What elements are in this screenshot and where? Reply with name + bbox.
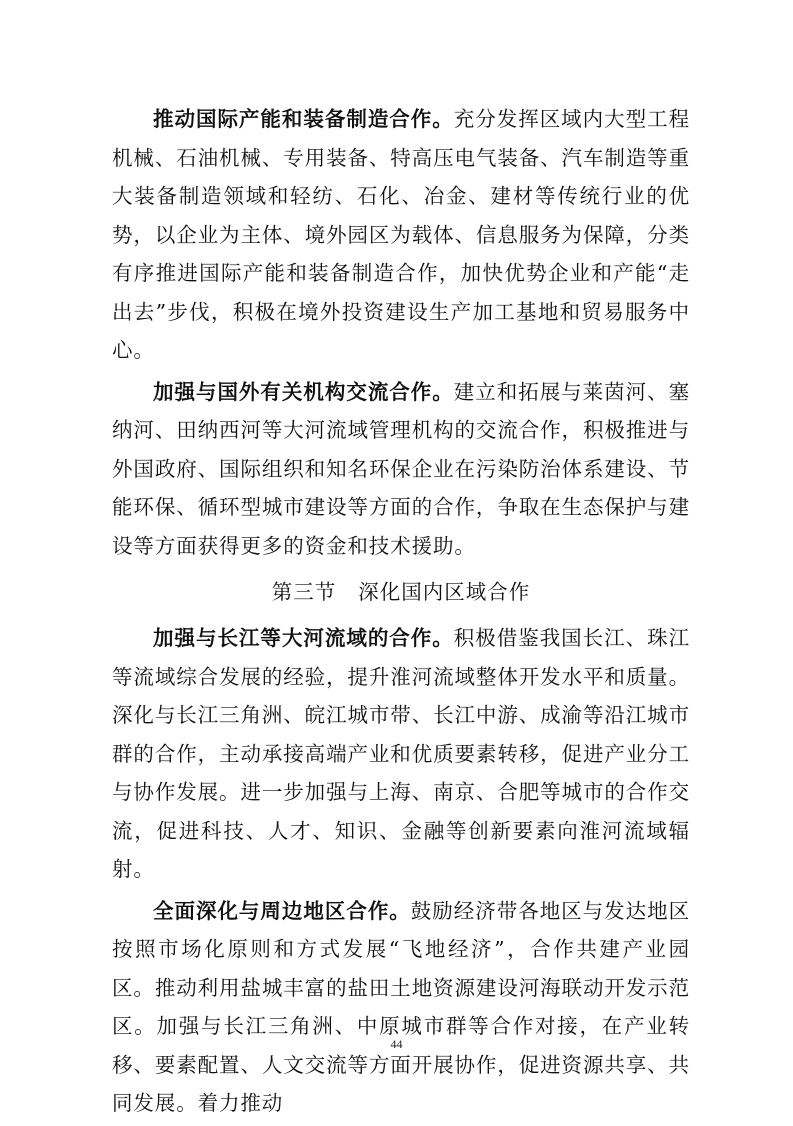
- paragraph-foreign-exchange: [112, 373, 690, 566]
- paragraph-body: 充分发挥区域内大型工程机械、石油机械、专用装备、特高压电气装备、汽车制造等重大装备制造领域和轻纺、石化、冶金、建材等传统行业的优势，以企业为主体、境外园区为载体、信息服务为保障，分类有序推进国际产能和装备制造合作，加快优势企业和产能“走出去”步伐，积极在境外投资建设生产加工基地和贸易服务中心。: [112, 107, 690, 362]
- section-number: 第三节: [271, 580, 337, 604]
- paragraph-surrounding-regions: [112, 892, 690, 1123]
- paragraph-lead: 加强与国外有关机构交流合作。: [153, 379, 454, 404]
- paragraph-body: 建立和拓展与莱茵河、塞纳河、田纳西河等大河流域管理机构的交流合作，积极推进与外国政府、国际组织和知名环保企业在污染防治体系建设、节能环保、循环型城市建设等方面的合作，争取在生态保护与建设等方面获得更多的资金和技术援助。: [112, 379, 690, 558]
- section-title: 深化国内区域合作: [358, 580, 531, 604]
- paragraph-lead: 加强与长江等大河流域的合作。: [153, 626, 454, 650]
- page-content: [112, 100, 690, 1126]
- paragraph-international-capacity: [112, 100, 690, 370]
- paragraph-lead: 推动国际产能和装备制造合作。: [153, 107, 454, 131]
- paragraph-body: 积极借鉴我国长江、珠江等流域综合发展的经验，提升淮河流域整体开发水平和质量。深化与长江三角洲、皖江城市带、长江中游、成渝等沿江城市群的合作，主动承接高端产业和优质要素转移，促进产业分工与协作发展。进一步加强与上海、南京、合肥等城市的合作交流，促进科技、人才、知识、金融等创新要素向淮河流域辐射。: [112, 626, 690, 881]
- paragraph-river-basin-cooperation: [112, 619, 690, 889]
- page-number: 44: [390, 1037, 403, 1051]
- paragraph-lead: 全面深化与周边地区合作。: [153, 898, 411, 923]
- section-heading: [112, 573, 690, 611]
- paragraph-body: 鼓励经济带各地区与发达地区按照市场化原则和方式发展“飞地经济”，合作共建产业园区。推动利用盐城丰富的盐田土地资源建设河海联动开发示范区。加强与长江三角洲、中原城市群等合作对接，在产业转移、要素配置、人文交流等方面开展协作，促进资源共享、共同发展。着力推动: [112, 898, 690, 1115]
